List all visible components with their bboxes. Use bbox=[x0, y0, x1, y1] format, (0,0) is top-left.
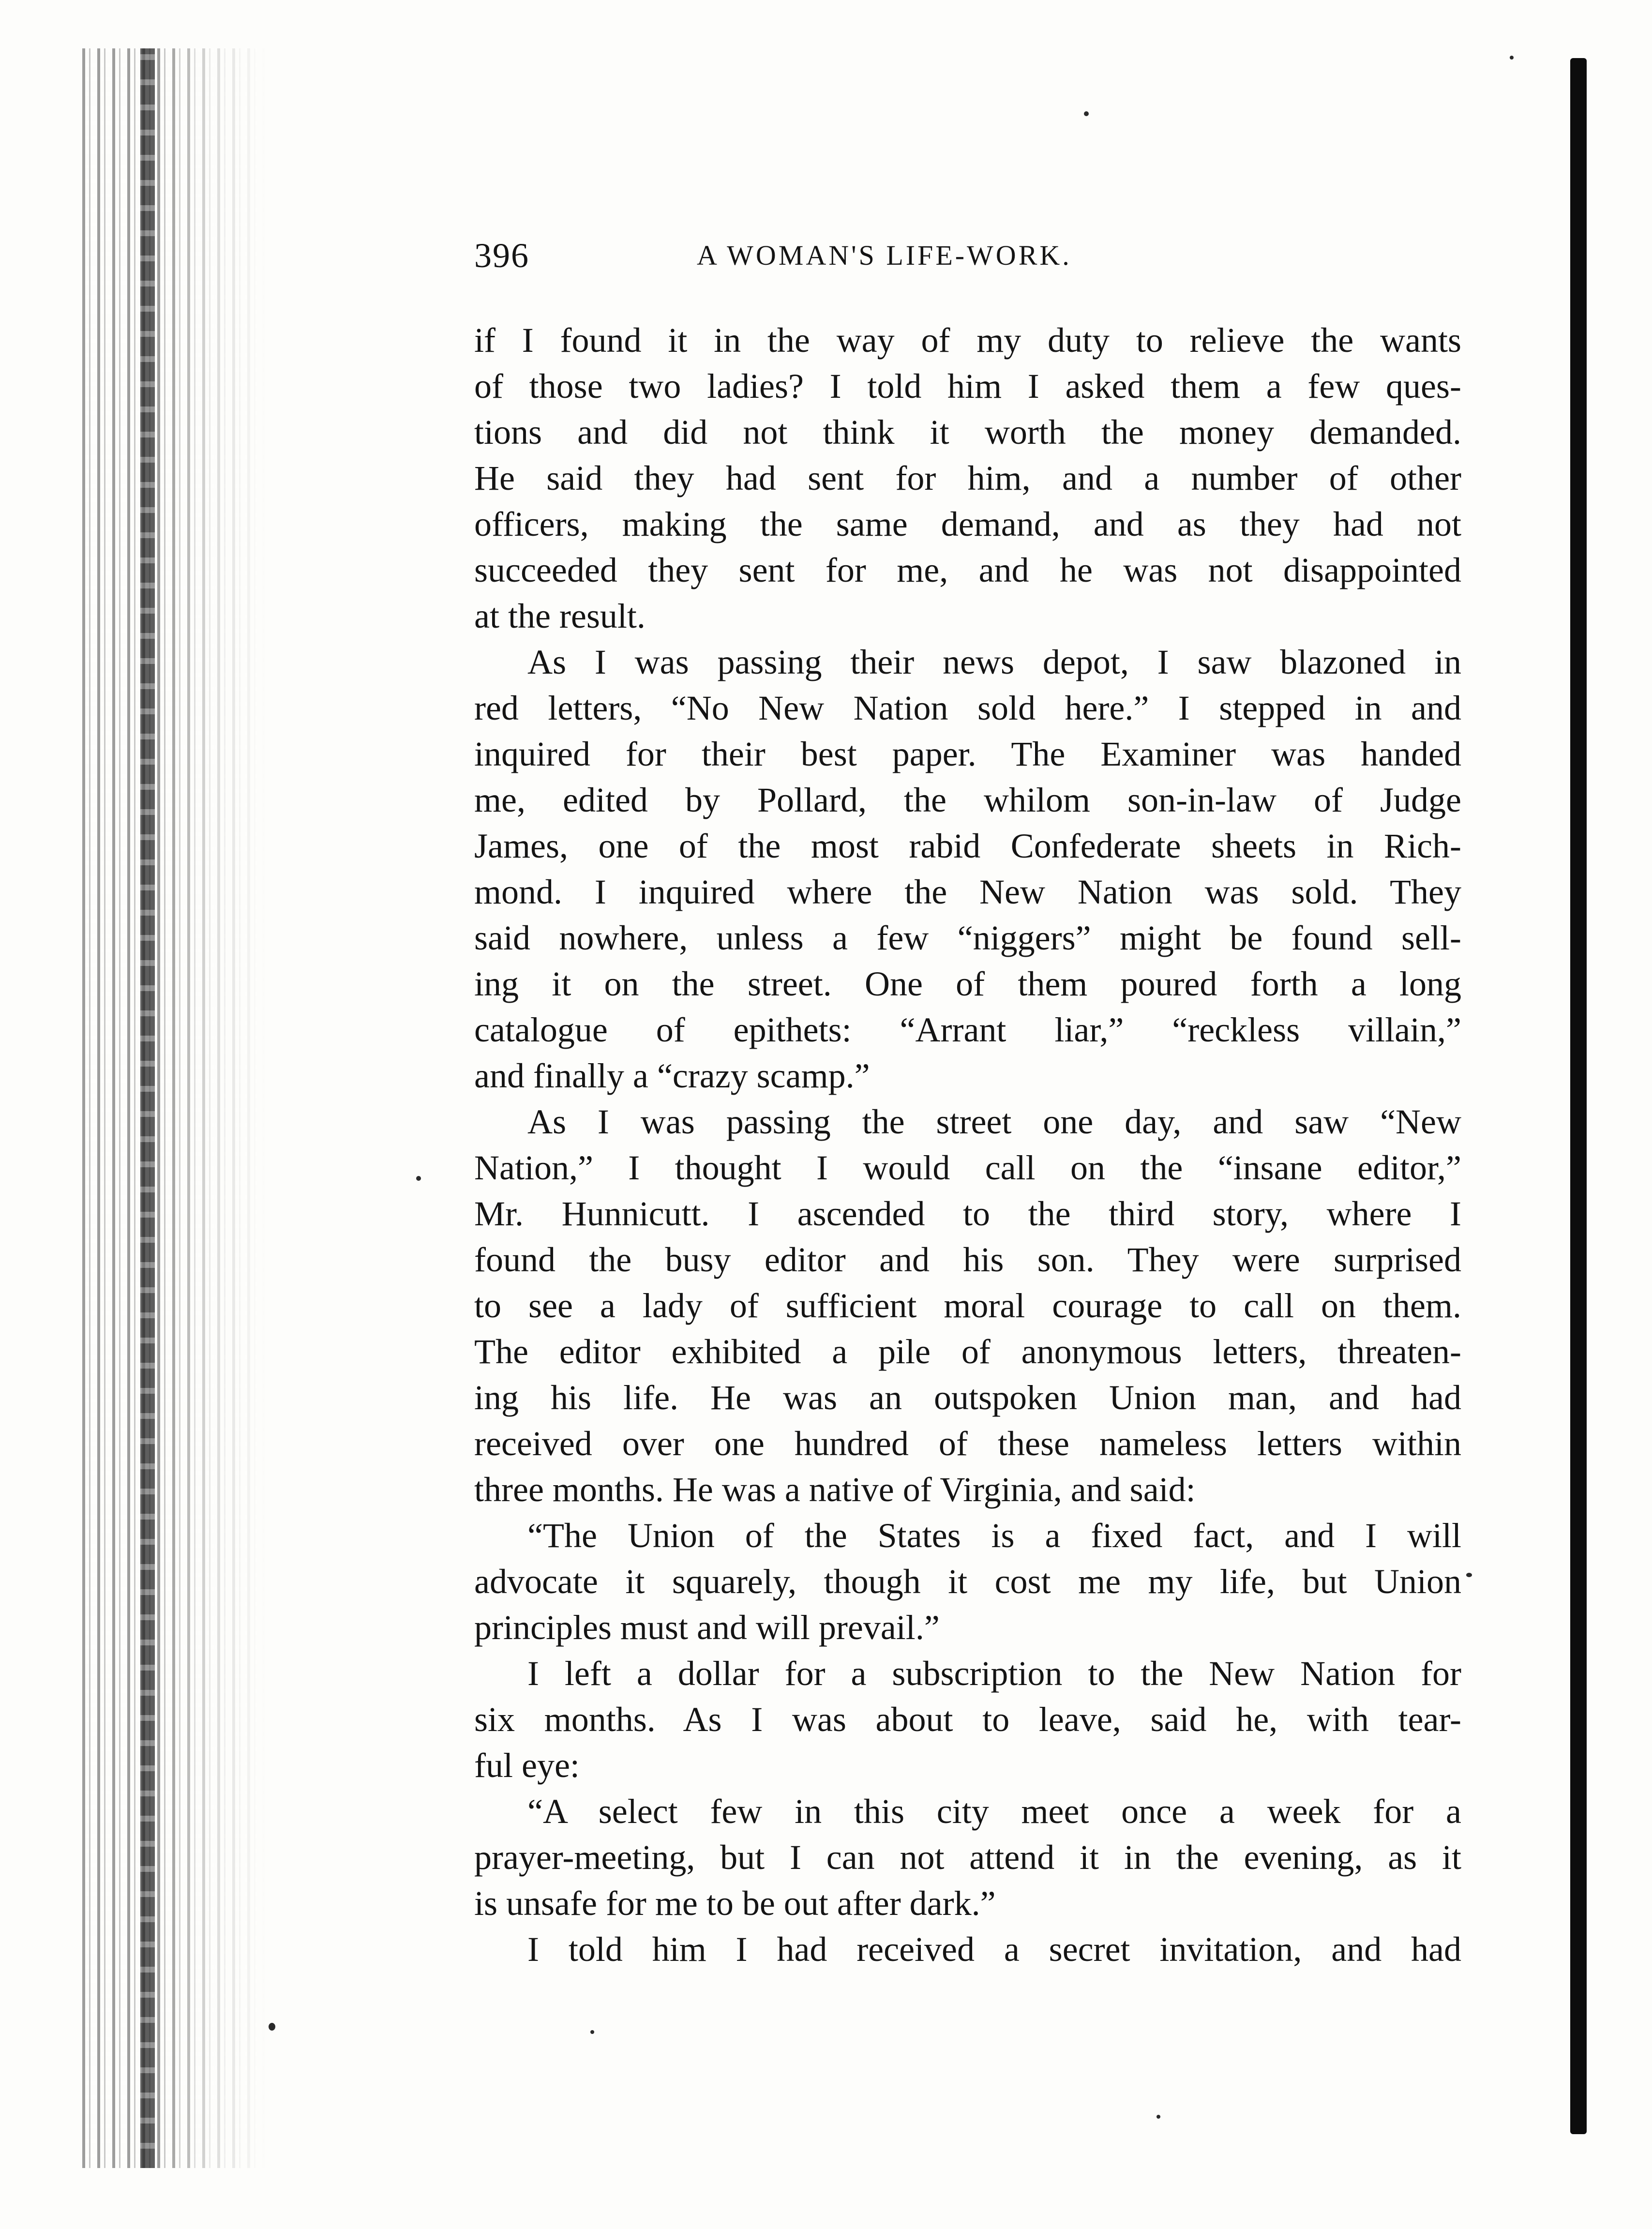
text-line: red letters, “No New Nation sold here.” I stepped in and bbox=[474, 689, 1461, 727]
body-text bbox=[474, 317, 1461, 1973]
binding-shadow bbox=[140, 48, 155, 2168]
text-line: tions and did not think it worth the money demanded. bbox=[474, 413, 1461, 452]
paragraph-first-line: As I was passing the street one day, and saw “New bbox=[527, 1102, 1461, 1141]
text-line: Mr. Hunnicutt. I ascended to the third story, where I bbox=[474, 1194, 1461, 1233]
text-line: is unsafe for me to be out after dark.” bbox=[474, 1884, 996, 1923]
text-line: The editor exhibited a pile of anonymous letters, threaten- bbox=[474, 1332, 1461, 1371]
paragraph-first-line: I told him I had received a secret invitation, and had bbox=[527, 1930, 1461, 1969]
running-head: A WOMAN'S LIFE-WORK. bbox=[697, 240, 1072, 271]
paragraph-first-line: As I was passing their news depot, I saw blazoned in bbox=[527, 643, 1461, 681]
book-binding-edge bbox=[82, 48, 266, 2168]
text-line: if I found it in the way of my duty to relieve the wants bbox=[474, 321, 1461, 360]
text-line: mond. I inquired where the New Nation was sold. They bbox=[474, 873, 1461, 911]
text-line: received over one hundred of these nameless letters within bbox=[474, 1424, 1461, 1463]
text-line: six months. As I was about to leave, said he, with tear- bbox=[474, 1700, 1461, 1739]
text-line: said nowhere, unless a few “niggers” might be found sell- bbox=[474, 919, 1461, 957]
text-line: prayer-meeting, but I can not attend it in the evening, as it bbox=[474, 1838, 1461, 1877]
page-header bbox=[474, 236, 1461, 275]
text-line: me, edited by Pollard, the whilom son-in-law of Judge bbox=[474, 781, 1461, 819]
text-line: ful eye: bbox=[474, 1746, 580, 1785]
page-number: 396 bbox=[474, 236, 529, 275]
text-line: of those two ladies? I told him I asked them a few ques- bbox=[474, 367, 1461, 406]
text-line: ing it on the street. One of them poured forth a long bbox=[474, 964, 1461, 1003]
paragraph-first-line: “The Union of the States is a fixed fact, and I will bbox=[527, 1516, 1461, 1555]
text-line: three months. He was a native of Virginia, and said: bbox=[474, 1470, 1196, 1509]
scan-speck bbox=[1156, 2115, 1160, 2119]
scan-speck bbox=[1084, 111, 1089, 116]
text-line: found the busy editor and his son. They were surprised bbox=[474, 1240, 1461, 1279]
text-line: ing his life. He was an outspoken Union man, and had bbox=[474, 1378, 1461, 1417]
text-line: at the result. bbox=[474, 597, 646, 635]
scan-speck bbox=[416, 1176, 421, 1181]
text-line: inquired for their best paper. The Examiner was handed bbox=[474, 735, 1461, 773]
text-line: advocate it squarely, though it cost me my life, but Union bbox=[474, 1562, 1461, 1601]
scan-speck bbox=[1466, 1573, 1472, 1577]
text-line: to see a lady of sufficient moral courage to call on them. bbox=[474, 1286, 1461, 1325]
text-line: James, one of the most rabid Confederate sheets in Rich- bbox=[474, 827, 1461, 865]
paragraph-first-line: “A select few in this city meet once a week for a bbox=[527, 1792, 1461, 1831]
page-edge-rule bbox=[1570, 58, 1587, 2134]
scan-speck bbox=[1510, 56, 1514, 60]
text-line: principles must and will prevail.” bbox=[474, 1608, 940, 1647]
text-line: succeeded they sent for me, and he was not disappointed bbox=[474, 551, 1461, 589]
text-line: catalogue of epithets: “Arrant liar,” “reckless villain,” bbox=[474, 1010, 1461, 1049]
text-line: He said they had sent for him, and a number of other bbox=[474, 459, 1461, 497]
text-line: officers, making the same demand, and as they had not bbox=[474, 505, 1461, 543]
scan-speck bbox=[590, 2030, 594, 2034]
scan-speck bbox=[269, 2023, 275, 2031]
paragraph-first-line: I left a dollar for a subscription to the New Nation for bbox=[527, 1654, 1461, 1693]
text-line: Nation,” I thought I would call on the “insane editor,” bbox=[474, 1148, 1461, 1187]
text-line: and finally a “crazy scamp.” bbox=[474, 1056, 870, 1095]
